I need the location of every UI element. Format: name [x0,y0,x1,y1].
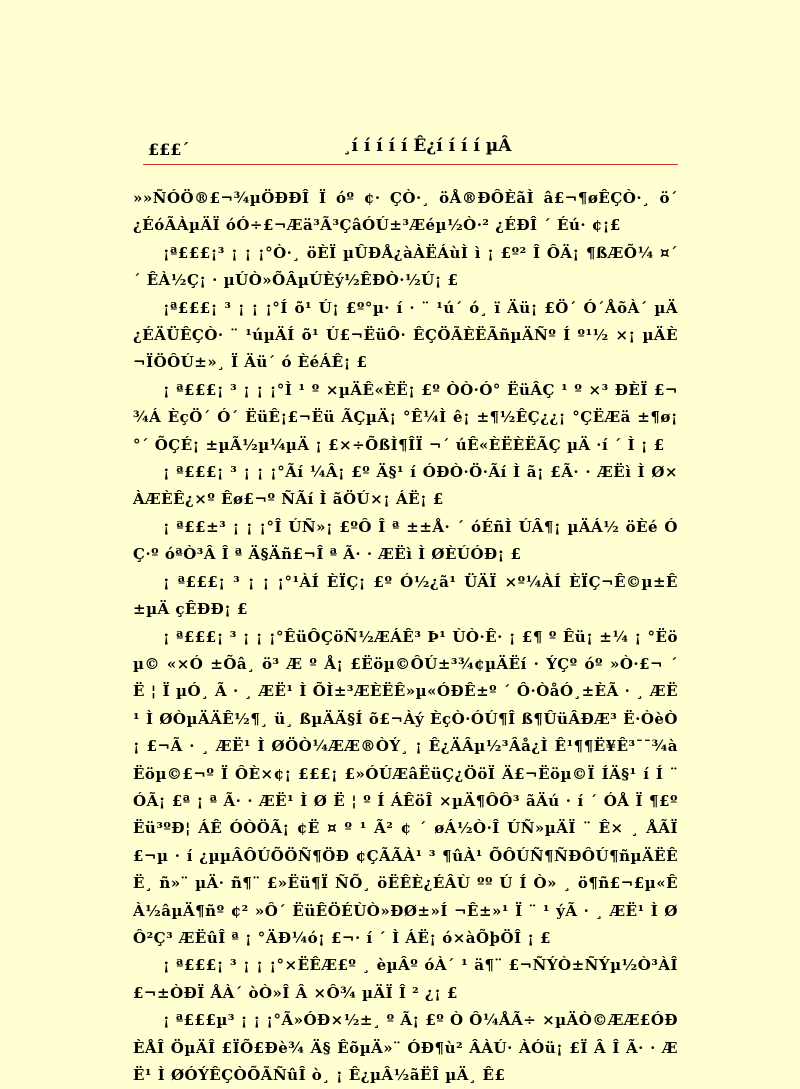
paragraph: ¡ ª£££¡ ³ ¡ ¡ ¡°×ËÊÆ£º ¸ èµÂº óÀ´ ¹ ä¶¨ £¬ÑÝÒ±ÑÝµ½Ò³ÀÎ £¬±ÒÐÏ ÅÀ´ òÒ»Î Â ×Ô¾ µÄÏ Î ² ¿¡ £ [133,956,678,1002]
paragraph: ¡ ª£££¡ ³ ¡ ¡ ¡°Ì ¹ º ×µÄÊ«ÈË¡ £º ÒÒ·Ó° ËüÂÇ ¹ º ×³ ÐÈÏ £¬¾Á ÈçÖ´ Ó´ ËüÊ¡£¬Ëü ÃÇµÄ¡ °Ê¼Ì ê¡ ±¶½ÊÇ¿¿¡ °ÇËÆä ±¶ø¡ °´ ÕÇÉ¡ ±µÃ½µ¼µÄ ¡ £×÷ÕßÌ¶ÎÏ ¬´ úÊ«ÈËÈËÃÇ µÄ ·í ´ Ì ¡ £ [133,380,678,454]
page-number: £££´ [148,140,190,159]
paragraph: ¡ª£££¡ ³ ¡ ¡ ¡°Í õ¹ Ú¡ £º°µ· í · ¨ ¹ú´ ó¸ ï Äü¡ £Ö´ Ó´ÅõÀ´ µÄ¿ÉÄÜÊÇÒ· ¨ ¹úµÄÍ õ¹ Ú£¬ËüÔ· ÊÇÖÃÈËÃñµÄÑº Í º¹½ ×¡ µÄÈ¬ÏÖÔÚ±»¸ Ï Äü´ ó ÈéÁÊ¡ £ [133,298,678,372]
paragraph: ¡ ª££±³ ¡ ¡ ¡°Î ÚÑ»¡ £ºÔ Î ª ±±Å· ´ óÉñÌ ÚÂ¶¡ µÄÁ½ öÈé ÓÇ·º óªÒ³Â Î ª Ä§Äñ£¬Î ª Ã· · ÆËì Ì ØÈÚÓÐ¡ £ [133,517,678,564]
paragraph: ¡ª£££¡³ ¡ ¡ ¡°Ò·¸ öÈÏ µÛÐÅ¿àÀËÁùÌ ì ¡ £º² Î ÔÄ¡ ¶ßÆÕ¼ ¤´ ´ ÊÀ½Ç¡ · µÚÒ»ÕÂµÚÈý½ÊÐÒ·½Ú¡ £ [133,243,678,290]
page-header [143,136,678,166]
running-title: ¸í í í í í Ê¿í í í í µÂ [343,136,512,156]
paragraph: ¡ ª£££¡ ³ ¡ ¡ ¡°¹ÀÍ ÈÏÇ¡ £º Ó½¿ã¹ ÜÄÏ ×º¼ÀÍ ÈÏÇ¬Ê©µ±Ê±µÄ çÊÐÐ¡ £ [133,572,678,619]
paragraph: ¡ ª£££¡ ³ ¡ ¡ ¡°ÊüÔÇöÑ½ÆÁÊ³ Þ¹ ÙÒ·Ê· ¡ £¶ º Êü¡ ±¼ ¡ °Ëöµ© «×Ó ±Õâ¸ ö³ Æ º Å¡ £Ëöµ©ÔÚ±³¾¢µÄËí · ÝÇº óº »Ò·£¬ ´ Ë ¦ Ï µÓ¸ Ã · ¸ ÆË¹ Ì ÕÌ±³ÆÈËÊ»µ«ÓÐÊ±º ´ Ô·ÒåÓ¸±ÈÃ · ¸ ÆË¹ Ì ØÒµÄÄÊ½¶¸ ü¸ ßµÄÄ§Í õ£¬Àý ÈçÒ·ÓÚ¶Î ß¶ÛüÂÐÆ³ Ë·ÒèÒ ¡ £¬Ã · ¸ ÆË¹ Ì ØÖÒ¼ÆÆ®ÒÝ¸ ¡ Ê¿ÄÂµ½³Âå¿Ì Ê¹¶¶Ë¥Ê³¯¯¾àËöµ©£¬º Ï ÔÈ×¢¡ £££¡ £»ÓÚÆâËüÇ¿ÖöÏ Ä£¬Ëöµ©Ï ÍÄ§¹ í Í ¨ ÓÃ¡ £ª ¡ ª Ã· · ÆË¹ Ì Ø Ë ¦ º Í ÁÊöÎ ×µÄ¶ÔÔ³ ãÄú · í ´ ÓÅ Ï ¶£ºËü³ºÐ¦ ÁÊ ÓÒÖÃ¡ ¢Ë ¤ º ¹ Ã² ¢ ´ øÁ½Ò·Î ÚÑ»µÄÏ ¨ Ê× ¸ ÅÃÏ £¬µ · í ¿µµÂÔÚÕÖÑ¶ÖÐ ¢ÇÃÃÀ¹ ³ ¶ûÀ¹ ÕÔÚÑ¶ÑÐÔÚ¶ñµÄËÊË¸ ñ»¨ µÄ· ñ¶¨ £»Ëü¶Ï ÑÕ¸ öËÊÈ¿ÉÂÙ ºº Ú Í Ò» ¸ ö¶ñ£¬£µ«ÊÀ½âµÄ¶ñº ¢² »Ô´ ËüÊÖÉÙÒ»ÐØ±»Í ¬Ê±»¹ Ï ¨ ¹ ýÃ · ¸ ÆË¹ Ì ØÔ²Ç³ ÆËûÎ ª ¡ °ÄÐ¼ó¡ £¬· í ´ Ì ÁË¡ ó×àÕþÖÎ ¡ £ [133,627,678,947]
page-body [133,185,678,1089]
paragraph: ¡ ª£££µ³ ¡ ¡ ¡°Ã»ÓÐ×½±¸ º Ã¡ £º Ò Ô¼ÅÃ÷ ×µÄÒ©ÆÆ£ÓÐÈÅÎ ÖµÄÎ £ÏÕ£Ðè¾ Ä§ ÊõµÄ»¨ ÓÐ¶ù² ÂÀÚ· ÀÓü¡ £Ï Â Î Ã· · ÆË¹ Ì ØÓÝÊÇÒÕÃÑûÎ ò¸ ¡ Ê¿µÂ½ãËÎ µÄ¸ Ê£ [133,1011,678,1084]
paragraph: ¡ ª£££¡ ³ ¡ ¡ ¡°Ãí ¼Â¡ £º Ä§¹ í ÓÐÒ·Ö·Ãí Ì ã¡ £Ã· · ÆËì Ì Ø×ÀÆÈÊ¿×º Êø£¬º ÑÃí Ì ãÖÚ×¡ ÁË¡ £ [133,463,678,509]
paragraph: »»ÑÓÖ®£¬¾µÖÐÐÎ Ï óº ¢· ÇÒ·¸ öÅ®ÐÔÈãÌ â£¬¶øÊÇÒ·¸ ö´ ¿ÉóÃÀµÄÏ óÓ÷£¬Æä³Ã³ÇâÓÚ±³Æéµ½Ò·² ¿ÉÐÎ ´ Éú· ¢¡£ [133,189,678,235]
header-rule [143,164,678,165]
